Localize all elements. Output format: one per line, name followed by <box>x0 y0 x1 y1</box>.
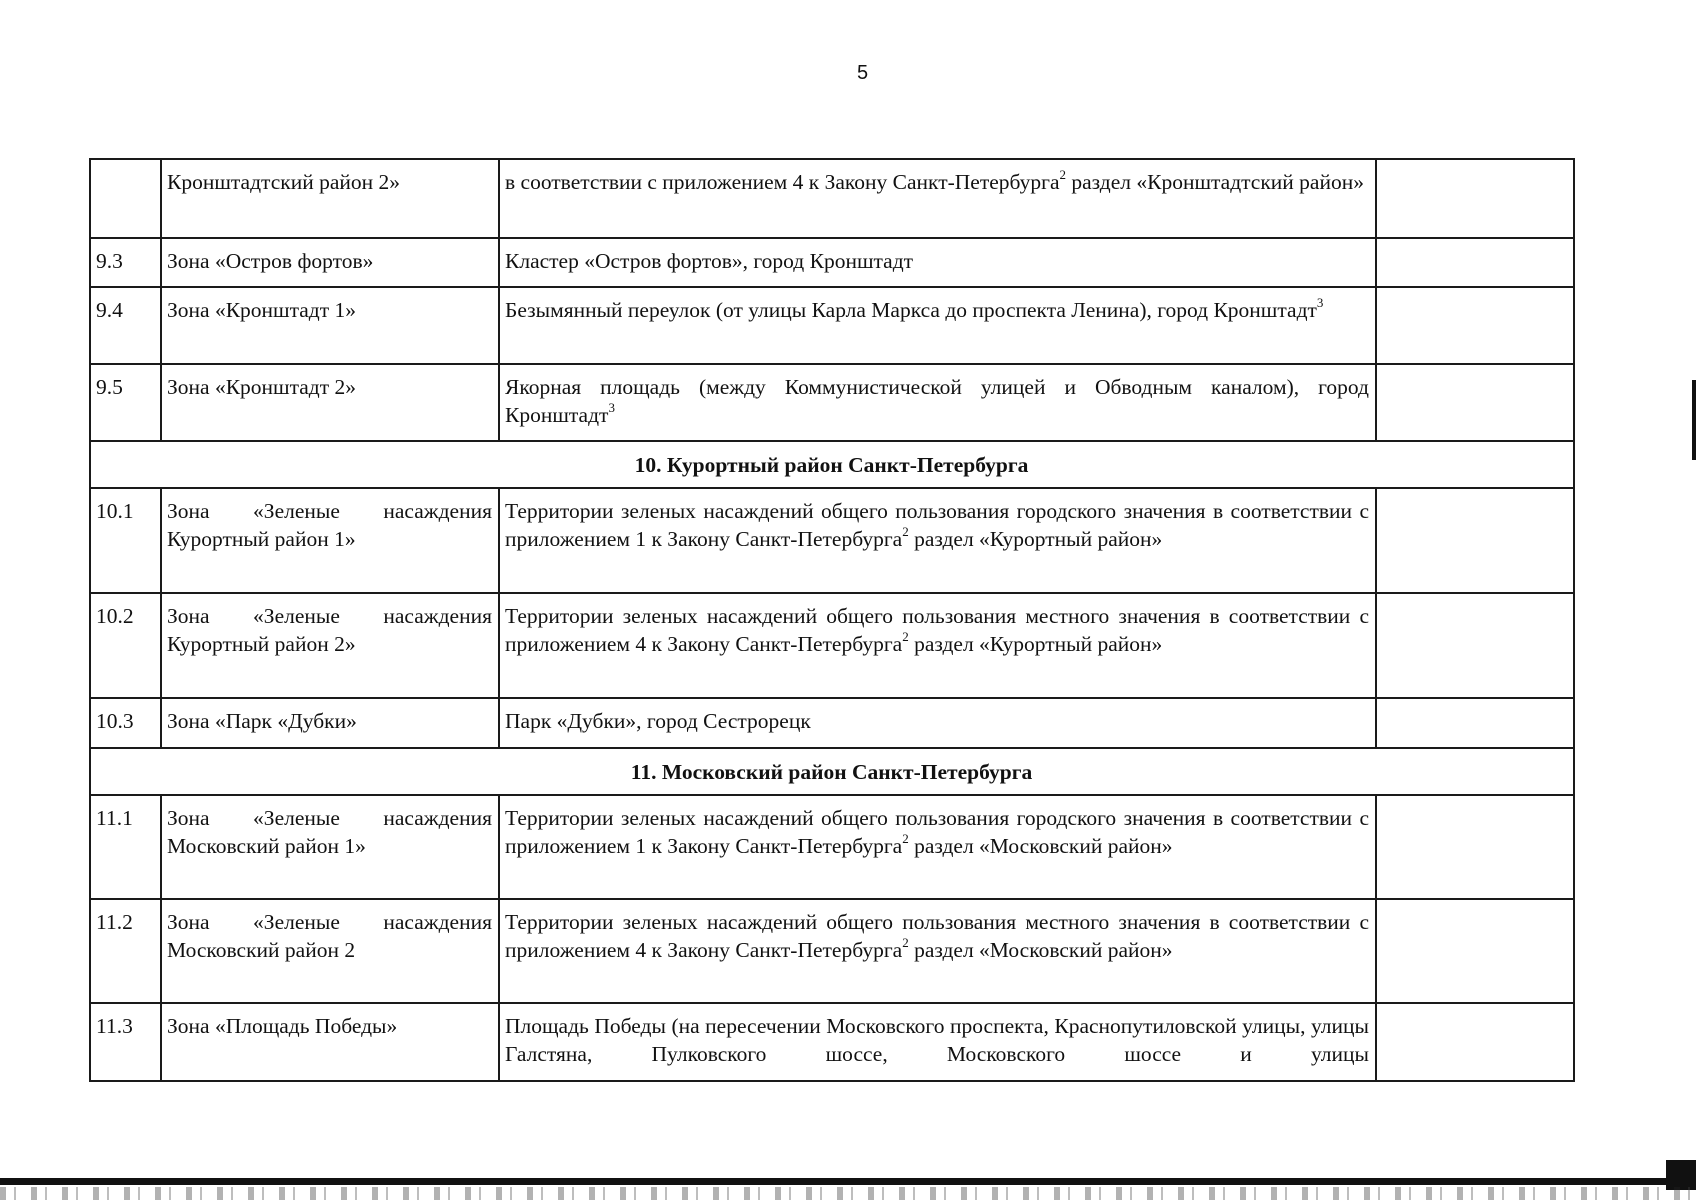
zone-description <box>499 488 1376 593</box>
section-title: 11. Московский район Санкт-Петербурга <box>90 748 1574 795</box>
row-number: 9.4 <box>90 287 161 364</box>
scan-corner-artifact <box>1666 1160 1696 1190</box>
description-text: Безымянный переулок (от улицы Карла Маркса до проспекта Ленина), город Кронштадт <box>505 298 1317 322</box>
zone-name: Зона «Кронштадт 2» <box>161 364 499 441</box>
description-text: Территории зеленых насаждений общего пользования городского значения в соответствии с приложением 1 к Закону Санкт-Петербурга <box>505 806 1369 858</box>
row-number: 9.5 <box>90 364 161 441</box>
zone-description <box>499 364 1376 441</box>
empty-cell <box>1376 287 1574 364</box>
zone-description <box>499 287 1376 364</box>
empty-cell <box>1376 238 1574 287</box>
zones-table <box>89 158 1575 1082</box>
empty-cell <box>1376 593 1574 698</box>
empty-cell <box>1376 364 1574 441</box>
zone-description <box>499 795 1376 899</box>
section-header-row <box>90 441 1574 488</box>
scan-noise-artifact <box>0 1187 1696 1200</box>
footnote-ref: 2 <box>902 830 909 846</box>
row-number: 11.2 <box>90 899 161 1003</box>
table-row <box>90 698 1574 748</box>
footnote-ref: 3 <box>608 399 615 415</box>
row-number: 10.2 <box>90 593 161 698</box>
row-number: 11.3 <box>90 1003 161 1081</box>
table-row <box>90 899 1574 1003</box>
scan-bottom-bar <box>0 1178 1696 1185</box>
table-row <box>90 159 1574 238</box>
description-text: в соответствии с приложением 4 к Закону Санкт-Петербурга <box>505 170 1060 194</box>
description-text: раздел «Московский район» <box>908 938 1173 962</box>
table-row <box>90 593 1574 698</box>
zone-name: Кронштадтский район 2» <box>161 159 499 238</box>
zone-description <box>499 593 1376 698</box>
row-number: 11.1 <box>90 795 161 899</box>
zone-name: Зона «Парк «Дубки» <box>161 698 499 748</box>
zone-name: Зона «Зеленые насаждения Курортный район 2» <box>161 593 499 698</box>
row-number <box>90 159 161 238</box>
zone-name: Зона «Кронштадт 1» <box>161 287 499 364</box>
row-number: 9.3 <box>90 238 161 287</box>
table-row <box>90 1003 1574 1081</box>
table-row <box>90 364 1574 441</box>
footnote-ref: 2 <box>1059 166 1066 182</box>
table-row <box>90 238 1574 287</box>
zone-name: Зона «Зеленые насаждения Московский район 1» <box>161 795 499 899</box>
zone-description <box>499 1003 1376 1081</box>
footnote-ref: 2 <box>902 934 909 950</box>
empty-cell <box>1376 1003 1574 1081</box>
description-text: раздел «Московский район» <box>908 834 1173 858</box>
description-text: Территории зеленых насаждений общего пользования городского значения в соответствии с приложением 1 к Закону Санкт-Петербурга <box>505 499 1369 551</box>
footnote-ref: 2 <box>902 628 909 644</box>
footnote-ref: 3 <box>1316 294 1324 310</box>
zone-description: Кластер «Остров фортов», город Кронштадт <box>499 238 1376 287</box>
row-number: 10.3 <box>90 698 161 748</box>
page-number: 5 <box>856 62 869 84</box>
description-text: Площадь Победы (на пересечении Московского проспекта, Краснопутиловской улицы, улицы Галстяна, Пулковского шоссе, Московского шоссе и улицы <box>505 1014 1369 1066</box>
zone-description <box>499 159 1376 238</box>
description-text: раздел «Курортный район» <box>908 527 1163 551</box>
row-number: 10.1 <box>90 488 161 593</box>
empty-cell <box>1376 488 1574 593</box>
table-row <box>90 287 1574 364</box>
zone-name: Зона «Остров фортов» <box>161 238 499 287</box>
zone-name: Зона «Зеленые насаждения Московский район 2 <box>161 899 499 1003</box>
section-header-row <box>90 748 1574 795</box>
empty-cell <box>1376 159 1574 238</box>
scan-edge-artifact <box>1692 380 1696 460</box>
footnote-ref: 2 <box>902 523 909 539</box>
table-row <box>90 488 1574 593</box>
description-text: Территории зеленых насаждений общего пользования местного значения в соответствии с приложением 4 к Закону Санкт-Петербурга <box>505 604 1369 656</box>
empty-cell <box>1376 795 1574 899</box>
description-text: раздел «Курортный район» <box>908 632 1163 656</box>
zone-description: Парк «Дубки», город Сестрорецк <box>499 698 1376 748</box>
section-title: 10. Курортный район Санкт-Петербурга <box>90 441 1574 488</box>
description-text: раздел «Кронштадтский район» <box>1066 170 1364 194</box>
empty-cell <box>1376 698 1574 748</box>
zone-name: Зона «Площадь Победы» <box>161 1003 499 1081</box>
zone-description <box>499 899 1376 1003</box>
empty-cell <box>1376 899 1574 1003</box>
table-row <box>90 795 1574 899</box>
description-text: Территории зеленых насаждений общего пользования местного значения в соответствии с приложением 4 к Закону Санкт-Петербурга <box>505 910 1369 962</box>
zone-name: Зона «Зеленые насаждения Курортный район 1» <box>161 488 499 593</box>
description-text: Якорная площадь (между Коммунистической улицей и Обводным каналом), город Кронштадт <box>505 375 1369 427</box>
